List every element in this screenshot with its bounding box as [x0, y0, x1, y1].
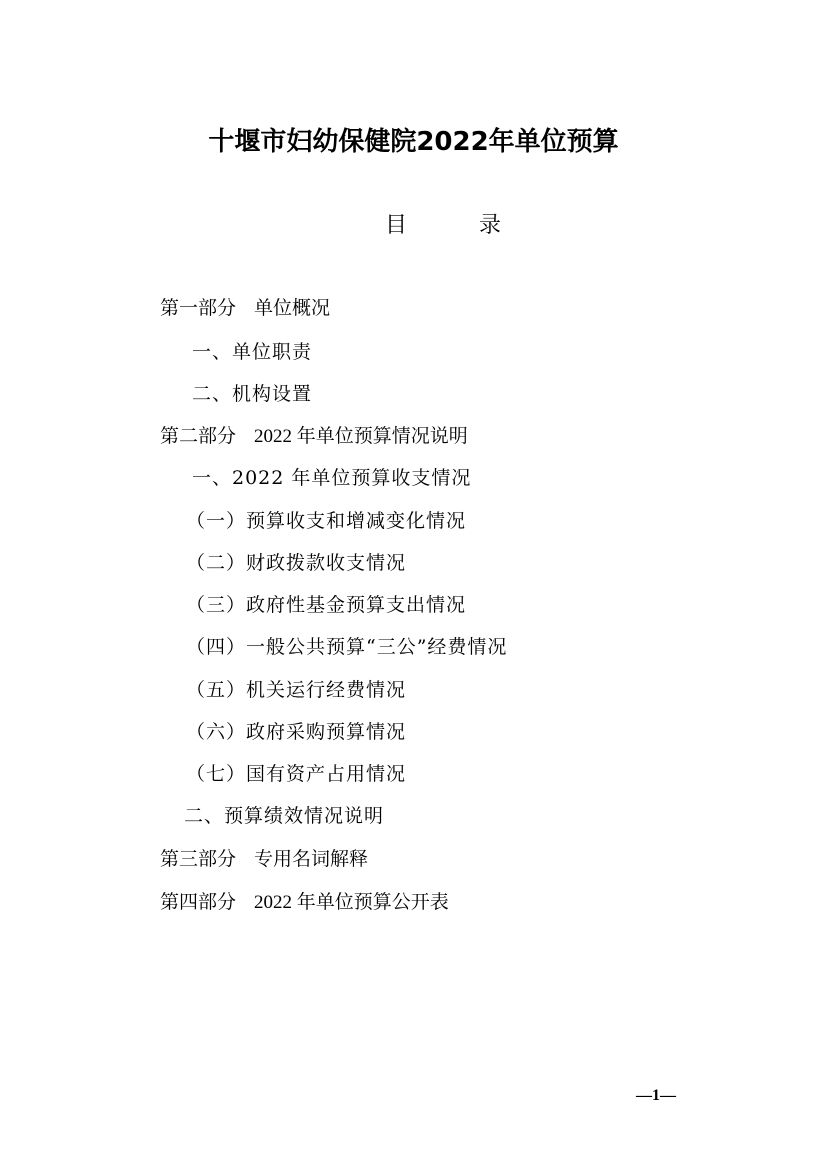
toc-subitem-7: （七）国有资产占用情况 [186, 763, 407, 785]
toc-item-budget-income-expense: 一、2022 年单位预算收支情况 [192, 467, 472, 489]
toc-part-1-label: 第一部分 [160, 297, 237, 319]
toc-part-4-text: 2022 年单位预算公开表 [254, 892, 449, 913]
toc-subitem-4: （四）一般公共预算“三公”经费情况 [186, 636, 508, 658]
toc-part-4-label: 第四部分 [160, 891, 237, 913]
toc-part-2-text: 2022 年单位预算情况说明 [254, 426, 468, 447]
toc-subitem-5: （五）机关运行经费情况 [186, 679, 407, 701]
toc-heading-char-2: 录 [479, 213, 502, 238]
toc-item-unit-duties: 一、单位职责 [192, 341, 313, 363]
toc-item-performance: 二、预算绩效情况说明 [184, 805, 385, 827]
toc-subitem-1: （一）预算收支和增减变化情况 [186, 510, 467, 532]
document-title: 十堰市妇幼保健院2022年单位预算 [208, 127, 619, 157]
toc-part-2-label: 第二部分 [160, 425, 237, 447]
toc-part-1 [160, 292, 330, 324]
toc-subitem-6: （六）政府采购预算情况 [186, 721, 407, 743]
toc-part-3 [160, 843, 368, 875]
toc-subitem-2: （二）财政拨款收支情况 [186, 552, 407, 574]
toc-item-org-setup: 二、机构设置 [192, 383, 313, 405]
toc-part-1-text: 单位概况 [254, 297, 331, 319]
toc-part-3-label: 第三部分 [160, 848, 237, 870]
toc-part-3-text: 专用名词解释 [254, 848, 369, 870]
toc-heading [0, 206, 827, 246]
toc-part-2 [160, 420, 468, 453]
toc-subitem-3: （三）政府性基金预算支出情况 [186, 594, 467, 616]
page-number: —1— [636, 1087, 676, 1104]
toc-part-4 [160, 886, 449, 919]
toc-heading-char-1: 目 [385, 213, 408, 238]
